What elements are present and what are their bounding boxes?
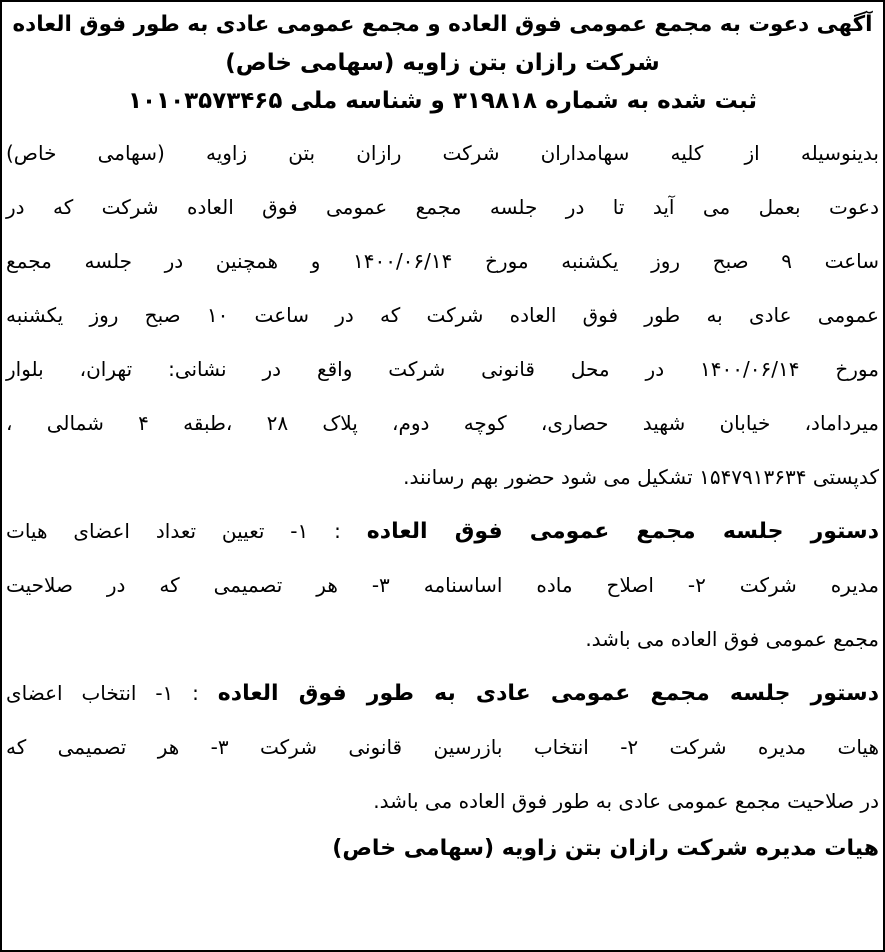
agenda-line: مدیره شرکت ۲- اصلاح ماده اساسنامه ۳- هر تصمیمی که در صلاحیت	[6, 573, 879, 597]
body-line: عمومی عادی به طور فوق العاده شرکت که در ساعت ۱۰ صبح روز یکشنبه	[6, 303, 879, 327]
body-line: ساعت ۹ صبح روز یکشنبه مورخ ۱۴۰۰/۰۶/۱۴ و همچنین در جلسه مجمع	[6, 249, 880, 273]
agenda-item: : ۱- تعیین تعداد اعضای هیات	[6, 518, 341, 543]
company-name: شرکت رازان بتن زاویه (سهامی خاص)	[225, 50, 660, 76]
body-line: کدپستی ۱۵۴۷۹۱۳۶۳۴ تشکیل می شود حضور بهم رسانند.	[403, 465, 879, 489]
agenda-title: دستور جلسه مجمع عمومی فوق العاده	[366, 518, 879, 544]
body-line: مورخ ۱۴۰۰/۰۶/۱۴ در محل قانونی شرکت واقع در نشانی: تهران، بلوار	[6, 357, 879, 381]
agenda-title: دستور جلسه مجمع عمومی عادی به طور فوق العاده	[217, 680, 879, 706]
signature: هیات مدیره شرکت رازان بتن زاویه (سهامی خاص)	[332, 836, 879, 861]
notice-title: آگهی دعوت به مجمع عمومی فوق العاده و مجمع عمومی عادی به طور فوق العاده	[12, 12, 873, 37]
registration-info: ثبت شده به شماره ۳۱۹۸۱۸ و شناسه ملی ۱۰۱۰۳۵۷۳۴۶۵	[127, 88, 758, 114]
agenda-line: در صلاحیت مجمع عمومی عادی به طور فوق العاده می باشد.	[373, 789, 879, 813]
invitation-notice	[6, 0, 879, 952]
body-line: دعوت بعمل می آید تا در جلسه مجمع عمومی فوق العاده شرکت که در	[6, 195, 879, 219]
agenda-extraordinary	[6, 504, 879, 666]
agenda-item: : ۱- انتخاب اعضای	[6, 680, 199, 705]
body-line: میرداماد، خیابان شهید حصاری، کوچه دوم، پلاک ۲۸ ،طبقه ۴ شمالی ،	[6, 411, 879, 435]
invitation-body	[6, 126, 879, 504]
agenda-first-line	[6, 666, 879, 720]
agenda-first-line	[6, 504, 879, 558]
agenda-line: هیات مدیره شرکت ۲- انتخاب بازرسین قانونی شرکت ۳- هر تصمیمی که	[6, 735, 880, 759]
body-line: بدینوسیله از کلیه سهامداران شرکت رازان بتن زاویه (سهامی خاص)	[6, 141, 879, 165]
agenda-line: مجمع عمومی فوق العاده می باشد.	[585, 627, 879, 651]
agenda-ordinary	[6, 666, 879, 828]
